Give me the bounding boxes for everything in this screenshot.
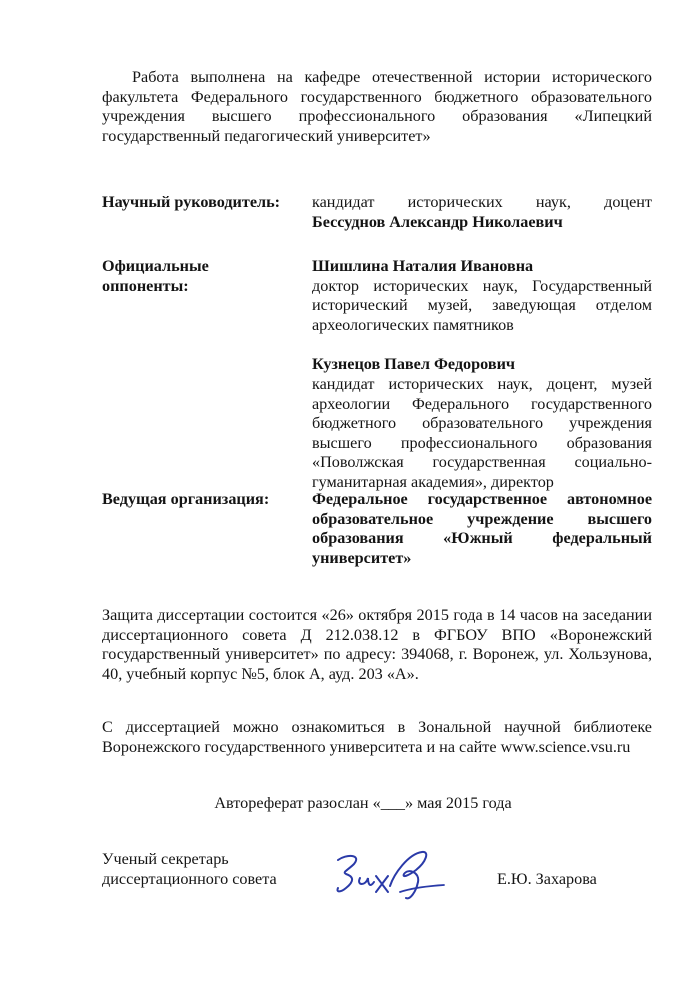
supervisor-value (312, 193, 652, 232)
opponent-1-name: Шишлина Наталия Ивановна (312, 257, 534, 275)
opponents-label-line2: оппоненты: (102, 276, 189, 295)
lead-org-label: Ведущая организация: (102, 490, 270, 508)
defense-paragraph: Защита диссертации состоится «26» октября 2015 года в 14 часов на заседании диссертационного совета Д 212.038.12 в ФГБОУ ВПО «Воронежский государственный университет» по адресу: 394068, г. Воронеж, ул. Хользунова, 40, учебный корпус №5, блок А, ауд. 203 «А». (102, 606, 652, 683)
supervisor-name: Бессуднов Александр Николаевич (312, 212, 563, 231)
handwritten-signature (332, 848, 447, 908)
secretary-title (102, 850, 277, 889)
opponent-2-details: кандидат исторических наук, доцент, музей археологии Федерального государственного бюджетного образовательного учреждения высшего профессионального образования «Поволжская государственная социально-гуманитарная академия», директор (312, 374, 652, 491)
intro-paragraph: Работа выполнена на кафедре отечественной истории исторического факультета Федерального государственного бюджетного образовательного учреждения высшего профессионального образования «Липецкий государственный педагогический университет» (102, 68, 652, 145)
lead-org-row (102, 490, 652, 570)
supervisor-row (102, 193, 652, 235)
opponents-label-line1: Официальные (102, 257, 209, 275)
library-paragraph: С диссертацией можно ознакомиться в Зональной научной библиотеке Воронежского государственного университета и на сайте www.science.vsu.ru (102, 718, 652, 756)
opponents-row (102, 257, 652, 491)
opponents-value (312, 257, 652, 493)
supervisor-degree: кандидат исторических наук, доцент (312, 193, 652, 211)
lead-org-value: Федеральное государственное автономное образовательное учреждение высшего образования «Южный федеральный университет» (312, 490, 652, 567)
opponent-1-details: доктор исторических наук, Государственный исторический музей, заведующая отделом археологических памятников (312, 276, 652, 334)
supervisor-label: Научный руководитель: (102, 193, 281, 211)
opponents-label (102, 257, 209, 296)
secretary-name: Е.Ю. Захарова (497, 870, 597, 888)
opponent-2-name: Кузнецов Павел Федорович (312, 355, 516, 374)
secretary-line2: диссертационного совета (102, 869, 277, 888)
secretary-line1: Ученый секретарь (102, 850, 229, 868)
sent-line: Автореферат разослан «___» мая 2015 года (214, 794, 512, 812)
